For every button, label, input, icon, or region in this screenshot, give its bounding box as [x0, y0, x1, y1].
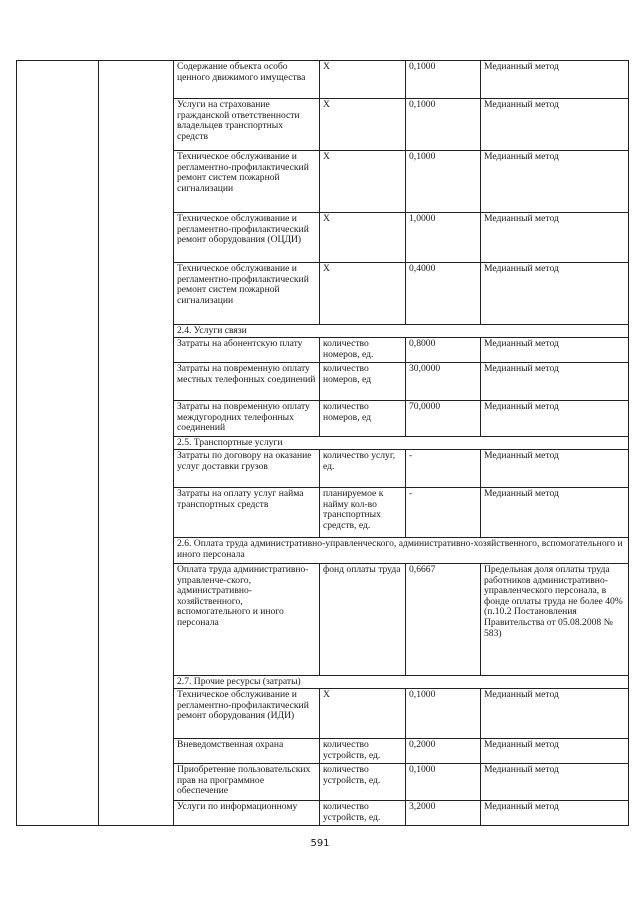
item-name-cell: Затраты по договору на оказание услуг доставки грузов: [174, 450, 320, 488]
item-name-cell: Услуги по информационному: [174, 801, 320, 826]
method-cell: Медианный метод: [481, 151, 629, 213]
method-cell: Предельная доля оплаты труда работников административно-управленческого персонала, в фонде оплаты труда не более 40% (п.10.2 Постановления Правительства от 05.08.2008 № 583): [481, 564, 629, 676]
method-cell: Медианный метод: [481, 764, 629, 801]
item-name-cell: Затраты на повременную оплату местных телефонных соединений: [174, 363, 320, 401]
unit-cell: Х: [320, 689, 406, 739]
item-name-cell: Услуги на страхование гражданской ответственности владельцев транспортных средств: [174, 99, 320, 151]
item-name-cell: Техническое обслуживание и регламентно-профилактический ремонт систем пожарной сигнализации: [174, 263, 320, 325]
unit-cell: количество устройств, ед.: [320, 764, 406, 801]
value-cell: 0,1000: [406, 689, 481, 739]
section-title: 2.6. Оплата труда административно-управленческого, административно-хозяйственного, вспомогательного и иного персонала: [174, 538, 629, 564]
item-name-cell: Техническое обслуживание и регламентно-профилактический ремонт оборудования (ИДИ): [174, 689, 320, 739]
value-cell: 0,1000: [406, 99, 481, 151]
unit-cell: количество устройств, ед.: [320, 801, 406, 826]
value-cell: -: [406, 488, 481, 538]
item-name-cell: Техническое обслуживание и регламентно-профилактический ремонт систем пожарной сигнализации: [174, 151, 320, 213]
item-name-cell: Затраты на оплату услуг найма транспортных средств: [174, 488, 320, 538]
value-cell: -: [406, 450, 481, 488]
unit-cell: количество устройств, ед.: [320, 739, 406, 764]
method-cell: Медианный метод: [481, 263, 629, 325]
item-name-cell: Затраты на повременную оплату междугородних телефонных соединений: [174, 401, 320, 437]
unit-cell: Х: [320, 61, 406, 99]
unit-cell: количество номеров, ед: [320, 363, 406, 401]
method-cell: Медианный метод: [481, 450, 629, 488]
method-cell: Медианный метод: [481, 739, 629, 764]
table-row: [17, 61, 629, 99]
unit-cell: количество номеров, ед: [320, 401, 406, 437]
method-cell: Медианный метод: [481, 401, 629, 437]
method-cell: Медианный метод: [481, 689, 629, 739]
unit-cell: Х: [320, 263, 406, 325]
value-cell: 0,2000: [406, 739, 481, 764]
unit-cell: планируемое к найму кол-во транспортных средств, ед.: [320, 488, 406, 538]
item-name-cell: Техническое обслуживание и регламентно-профилактический ремонт оборудования (ОЦДИ): [174, 213, 320, 263]
value-cell: 1,0000: [406, 213, 481, 263]
unit-cell: фонд оплаты труда: [320, 564, 406, 676]
method-cell: Медианный метод: [481, 213, 629, 263]
second-blank-cell: [99, 61, 174, 826]
table-body: [17, 61, 629, 826]
value-cell: 0,6667: [406, 564, 481, 676]
value-cell: 30,0000: [406, 363, 481, 401]
value-cell: 70,0000: [406, 401, 481, 437]
item-name-cell: Затраты на абонентскую плату: [174, 338, 320, 363]
cost-norms-table: [16, 60, 629, 826]
unit-cell: количество услуг, ед.: [320, 450, 406, 488]
section-title: 2.4. Услуги связи: [174, 325, 629, 338]
item-name-cell: Оплата труда административно-управленче-ского, административно-хозяйственного, вспомогательного и иного персонала: [174, 564, 320, 676]
method-cell: Медианный метод: [481, 99, 629, 151]
method-cell: Медианный метод: [481, 488, 629, 538]
value-cell: 0,1000: [406, 61, 481, 99]
method-cell: Медианный метод: [481, 338, 629, 363]
item-name-cell: Приобретение пользовательских прав на программное обеспечение: [174, 764, 320, 801]
value-cell: 0,1000: [406, 764, 481, 801]
value-cell: 0,8000: [406, 338, 481, 363]
unit-cell: Х: [320, 151, 406, 213]
section-title: 2.7. Прочие ресурсы (затраты): [174, 676, 629, 689]
value-cell: 0,4000: [406, 263, 481, 325]
unit-cell: Х: [320, 213, 406, 263]
method-cell: Медианный метод: [481, 363, 629, 401]
value-cell: 0,1000: [406, 151, 481, 213]
item-name-cell: Содержание объекта особо ценного движимого имущества: [174, 61, 320, 99]
left-blank-cell: [17, 61, 99, 826]
method-cell: Медианный метод: [481, 61, 629, 99]
unit-cell: количество номеров, ед.: [320, 338, 406, 363]
section-title: 2.5. Транспортные услуги: [174, 437, 629, 450]
method-cell: Медианный метод: [481, 801, 629, 826]
value-cell: 3,2000: [406, 801, 481, 826]
unit-cell: Х: [320, 99, 406, 151]
item-name-cell: Вневедомственная охрана: [174, 739, 320, 764]
page-number: 591: [310, 838, 330, 849]
